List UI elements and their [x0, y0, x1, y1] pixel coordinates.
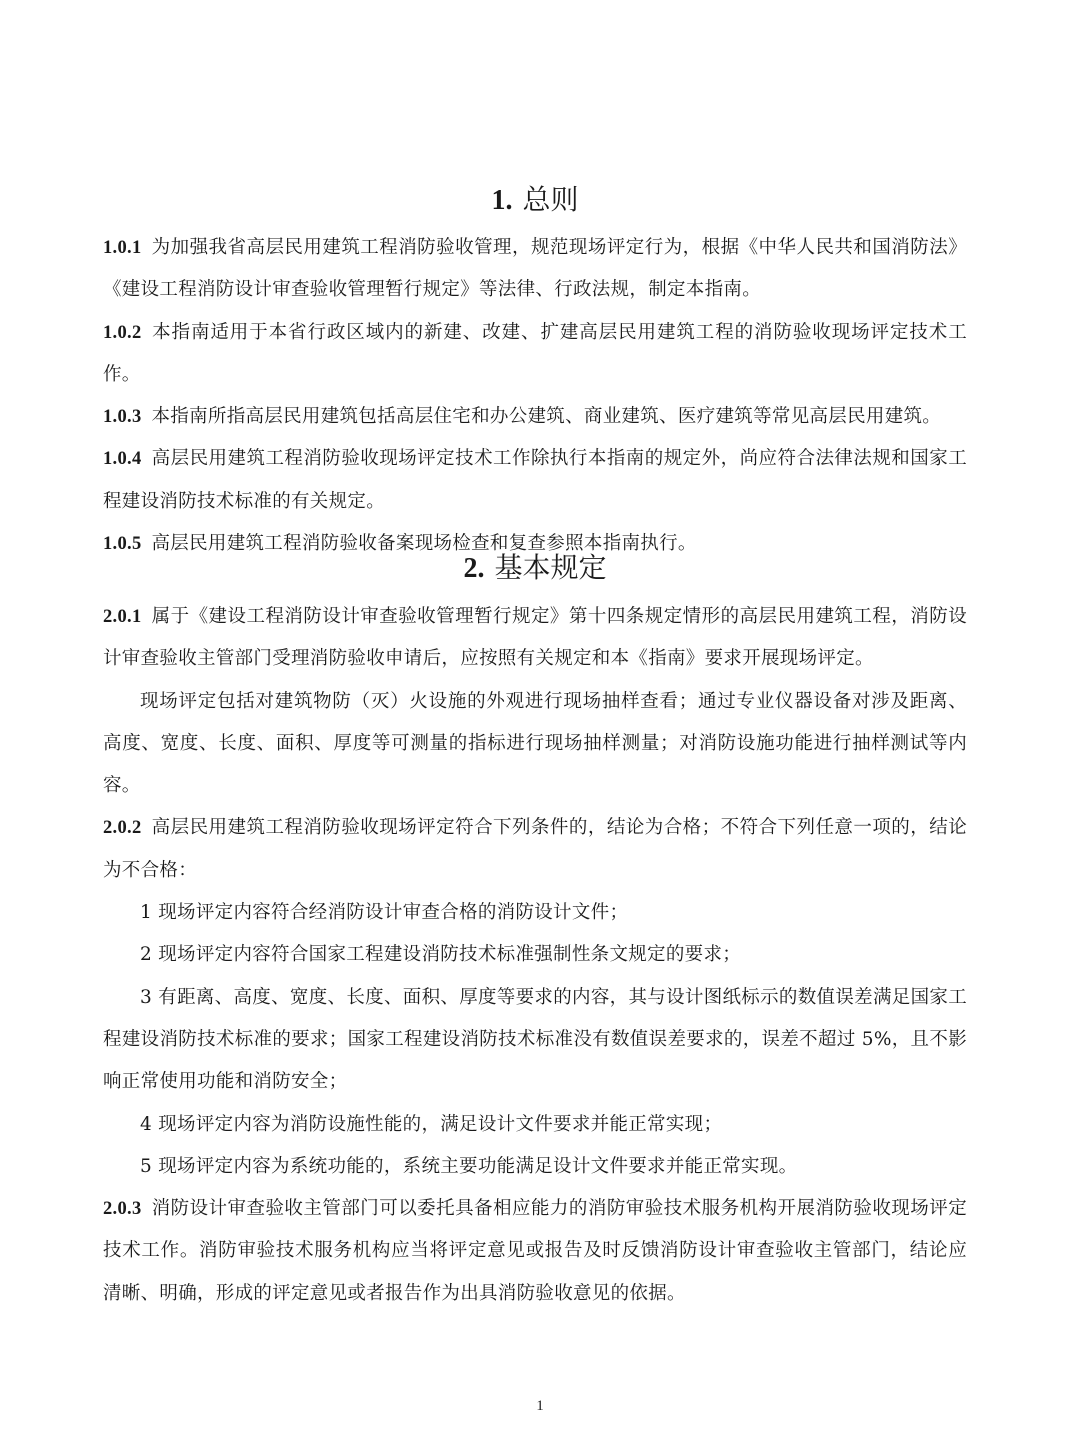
section-heading-general [103, 178, 967, 222]
clause-number: 1.0.1 [103, 238, 142, 258]
list-item: 3 有距离、高度、宽度、长度、面积、厚度等要求的内容，其与设计图纸标示的数值误差满足国家工程建设消防技术标准的要求；国家工程建设消防技术标准没有数值误差要求的，误差不超过 5%，且不影响正常使用功能和消防安全； [103, 986, 967, 1093]
clause-text: 属于《建设工程消防设计审查验收管理暂行规定》第十四条规定情形的高层民用建筑工程，消防设计审查验收主管部门受理消防验收申请后，应按照有关规定和本《指南》要求开展现场评定。 [103, 606, 967, 670]
section-number: 1. [491, 185, 513, 216]
section-heading-basic-provisions [103, 546, 967, 590]
clause-text: 高层民用建筑工程消防验收现场评定技术工作除执行本指南的规定外，尚应符合法律法规和国家工程建设消防技术标准的有关规定。 [103, 448, 967, 512]
clause [103, 596, 967, 681]
clause-number: 1.0.2 [103, 322, 142, 343]
clause-text: 高层民用建筑工程消防验收备案现场检查和复查参照本指南执行。 [151, 533, 697, 555]
clause-text: 高层民用建筑工程消防验收现场评定符合下列条件的，结论为合格；不符合下列任意一项的，结论为不合格： [103, 817, 967, 881]
section-number: 2. [463, 553, 485, 584]
section-title: 基本规定 [494, 551, 607, 584]
list-item: 5 现场评定内容为系统功能的，系统主要功能满足设计文件要求并能正常实现。 [140, 1155, 798, 1177]
clause [103, 396, 967, 438]
clause-text: 为加强我省高层民用建筑工程消防验收管理，规范现场评定行为，根据《中华人民共和国消防法》《建设工程消防设计审查验收管理暂行规定》等法律、行政法规，制定本指南。 [103, 237, 967, 301]
clause-paragraph: 现场评定包括对建筑物防（灭）火设施的外观进行现场抽样查看；通过专业仪器设备对涉及距离、高度、宽度、长度、面积、厚度等可测量的指标进行现场抽样测量；对消防设施功能进行抽样测试等内容。 [103, 690, 967, 797]
section-basic-provisions-body [103, 596, 967, 1315]
clause [103, 312, 967, 397]
clause-number: 1.0.3 [103, 407, 142, 428]
clause-number: 1.0.4 [103, 449, 142, 470]
clause-text: 消防设计审查验收主管部门可以委托具备相应能力的消防审验技术服务机构开展消防验收现场评定技术工作。消防审验技术服务机构应当将评定意见或报告及时反馈消防设计审查验收主管部门，结论应清晰、明确，形成的评定意见或者报告作为出具消防验收意见的依据。 [103, 1198, 967, 1304]
page-number: 1 [536, 1398, 544, 1414]
clause [103, 227, 967, 312]
list-item: 2 现场评定内容符合国家工程建设消防技术标准强制性条文规定的要求； [140, 944, 742, 966]
clause-text: 本指南适用于本省行政区域内的新建、改建、扩建高层民用建筑工程的消防验收现场评定技术工作。 [103, 321, 967, 385]
clause [103, 438, 967, 523]
clause-number: 2.0.3 [103, 1199, 142, 1220]
clause-number: 1.0.5 [103, 534, 142, 555]
clause-number: 2.0.1 [103, 607, 142, 627]
section-general-body [103, 227, 967, 565]
clause-text: 本指南所指高层民用建筑包括高层住宅和办公建筑、商业建筑、医疗建筑等常见高层民用建筑。 [151, 406, 942, 428]
clause [103, 807, 967, 892]
clause-number: 2.0.2 [103, 818, 142, 839]
section-title: 总则 [522, 183, 579, 216]
list-item: 1 现场评定内容符合经消防设计审查合格的消防设计文件； [140, 902, 629, 924]
list-item: 4 现场评定内容为消防设施性能的，满足设计文件要求并能正常实现； [140, 1113, 723, 1135]
clause [103, 1188, 967, 1315]
